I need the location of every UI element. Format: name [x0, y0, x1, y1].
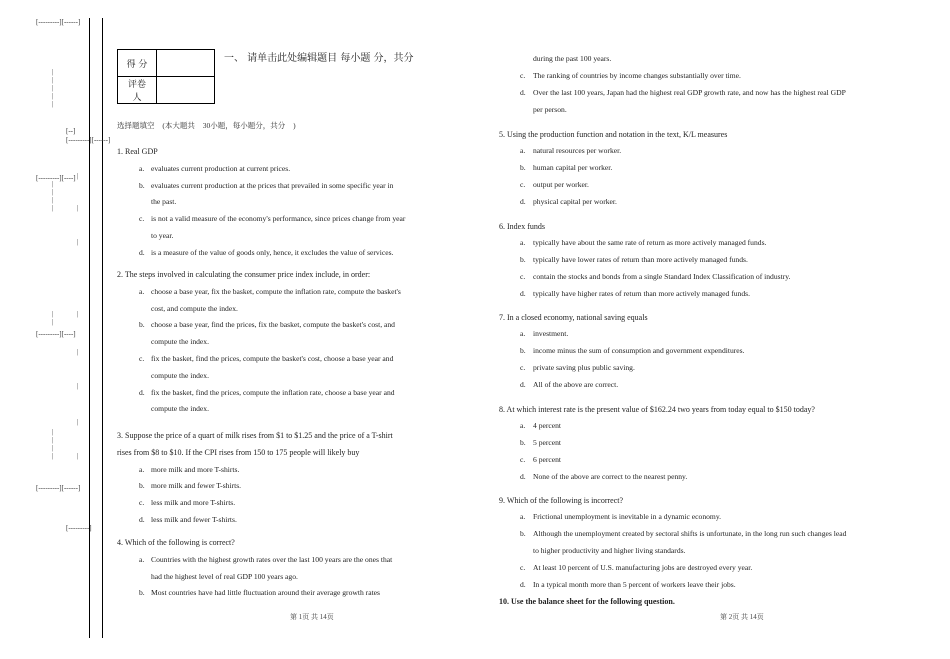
option-text: Although the unemployment created by sectoral shifts is unfortunate, in the long run such changes lead — [533, 529, 847, 539]
option-text: per person. — [533, 104, 567, 114]
binding-line-left — [89, 18, 90, 638]
question-stem-continued: rises from $8 to $10. If the CPI rises from 150 to 175 people will likely buy — [117, 447, 360, 457]
option-text: The ranking of countries by income changes substantially over time. — [533, 71, 741, 80]
option-text: more milk and more T-shirts. — [151, 464, 240, 474]
question-stem: 1. Real GDP — [117, 147, 158, 156]
score-label: 得 分 — [118, 50, 157, 77]
option-text: cost, and compute the index. — [151, 303, 238, 313]
option-text: compute the index. — [151, 370, 209, 380]
binding-label: [---------][------] — [66, 136, 111, 144]
question-stem: 9. Which of the following is incorrect? — [499, 496, 624, 505]
option-key: d. — [520, 579, 526, 589]
option-key: b. — [139, 481, 145, 491]
option-text: less milk and more T-shirts. — [151, 498, 236, 508]
option-text: In a typical month more than 5 percent of workers leave their jobs. — [533, 579, 736, 589]
option-text: fix the basket, find the prices, compute the inflation rate, choose a base year and — [151, 387, 395, 397]
option-key: d. — [139, 247, 145, 257]
option-text: Frictional unemployment is inevitable in a dynamic economy. — [533, 512, 722, 522]
option-text: compute the index. — [151, 404, 209, 414]
option-text: 6 percent — [533, 454, 562, 464]
binding-tick: | | | | | — [52, 68, 54, 108]
binding-tick: | — [77, 238, 79, 246]
option-text: to year. — [151, 231, 174, 240]
option-text: the past. — [151, 197, 177, 207]
binding-label: [---------][----] — [36, 330, 76, 338]
option-text: contain the stocks and bonds from a single Standard Index Classification of industry. — [533, 271, 791, 281]
option-key: a. — [520, 146, 526, 156]
binding-tick: | — [77, 418, 79, 426]
question-stem: 2. The steps involved in calculating the consumer price index include, in order: — [117, 270, 371, 279]
binding-tick: | | — [52, 310, 54, 326]
option-text: fix the basket, find the prices, compute the basket's cost, choose a base year and — [151, 354, 394, 363]
option-key: c. — [520, 454, 526, 464]
option-text: human capital per worker. — [533, 163, 613, 173]
option-key: d. — [520, 87, 526, 97]
option-key: c. — [520, 562, 526, 572]
grader-cell[interactable] — [157, 77, 215, 104]
option-text: Countries with the highest growth rates over the last 100 years are the ones that — [151, 554, 393, 564]
option-key: c. — [520, 71, 526, 80]
option-text: typically have about the same rate of return as more actively managed funds. — [533, 238, 767, 248]
option-text: 4 percent — [533, 421, 562, 431]
option-text: At least 10 percent of U.S. manufacturing jobs are destroyed every year. — [533, 562, 753, 572]
binding-label: [---------][------] — [36, 484, 81, 492]
option-text: None of the above are correct to the nearest penny. — [533, 471, 688, 481]
option-text: Most countries have had little fluctuation around their average growth rates — [151, 588, 381, 598]
option-key: c. — [139, 498, 145, 508]
binding-label: [---------] — [66, 524, 92, 532]
option-key: c. — [520, 271, 526, 281]
option-key: a. — [139, 286, 145, 296]
question-stem: 5. Using the production function and notation in the text, K/L measures — [499, 130, 728, 139]
binding-label: [--] — [66, 127, 76, 135]
binding-tick: | | | | — [52, 428, 54, 460]
question-stem: 7. In a closed economy, national saving equals — [499, 313, 648, 322]
option-key: b. — [520, 255, 526, 265]
page-number-left: 第 1页 共 14页 — [290, 613, 334, 621]
option-text: typically have lower rates of return than more actively managed funds. — [533, 255, 748, 265]
option-key: d. — [520, 379, 526, 389]
binding-tick: | | | | — [52, 180, 54, 212]
binding-label: [---------][----] — [36, 174, 76, 182]
option-text: compute the index. — [151, 337, 209, 347]
option-key: b. — [520, 529, 526, 539]
option-key: a. — [520, 329, 526, 339]
option-key: a. — [520, 238, 526, 248]
option-key: b. — [139, 320, 145, 330]
option-text: natural resources per worker. — [533, 146, 622, 156]
option-key: a. — [520, 421, 526, 431]
option-text: more milk and fewer T-shirts. — [151, 481, 242, 491]
option-text: is not a valid measure of the economy's performance, since prices change from year — [151, 214, 406, 224]
question-stem: 3. Suppose the price of a quart of milk rises from $1 to $1.25 and the price of a T-shirt — [117, 431, 393, 440]
option-text-continued: during the past 100 years. — [533, 54, 612, 63]
option-key: b. — [520, 438, 526, 448]
option-text: evaluates current production at current prices. — [151, 163, 291, 173]
option-text: evaluates current production at the prices that prevailed in some specific year in — [151, 180, 394, 190]
question-stem: 4. Which of the following is correct? — [117, 538, 235, 547]
option-text: Over the last 100 years, Japan had the highest real GDP growth rate, and now has the highest real GDP — [533, 87, 846, 97]
instructions: 选择题填空 (本大题共 30小题，每小题分，共分 ) — [117, 121, 296, 130]
option-text: choose a base year, fix the basket, compute the inflation rate, compute the basket's — [151, 286, 401, 296]
page-number-right: 第 2页 共 14页 — [720, 613, 764, 621]
option-text: to higher productivity and higher living standards. — [533, 545, 686, 555]
option-key: c. — [520, 179, 526, 189]
question-stem: 6. Index funds — [499, 222, 545, 231]
binding-tick: | — [77, 348, 79, 356]
section-title: 一、 请单击此处编辑题目 每小题 分，共分 — [224, 53, 414, 64]
option-key: d. — [520, 288, 526, 298]
option-key: b. — [520, 346, 526, 356]
option-text: less milk and fewer T-shirts. — [151, 515, 237, 524]
option-key: a. — [520, 512, 526, 522]
option-text: physical capital per worker. — [533, 196, 617, 206]
score-table — [117, 49, 215, 104]
option-key: b. — [139, 180, 145, 190]
option-key: b. — [139, 588, 145, 598]
option-key: d. — [520, 471, 526, 481]
option-text: typically have higher rates of return than more actively managed funds. — [533, 288, 750, 298]
option-key: d. — [139, 387, 145, 397]
option-text: investment. — [533, 329, 569, 339]
binding-tick: | — [77, 310, 79, 318]
option-text: choose a base year, find the prices, fix the basket, compute the basket's cost, and — [151, 320, 395, 330]
binding-tick: | — [77, 382, 79, 390]
option-key: a. — [139, 163, 145, 173]
option-text: All of the above are correct. — [533, 379, 619, 389]
option-key: c. — [139, 354, 145, 363]
score-cell[interactable] — [157, 50, 215, 77]
option-text: income minus the sum of consumption and government expenditures. — [533, 346, 745, 356]
binding-top-label: [---------][------] — [36, 18, 81, 26]
option-text: had the highest level of real GDP 100 years ago. — [151, 571, 298, 581]
option-text: is a measure of the value of goods only, hence, it excludes the value of services. — [151, 247, 394, 257]
question-stem: 10. Use the balance sheet for the following question. — [499, 597, 675, 606]
option-key: a. — [139, 554, 145, 564]
binding-tick: | — [77, 204, 79, 212]
option-text: 5 percent — [533, 438, 562, 448]
option-text: private saving plus public saving. — [533, 362, 635, 372]
option-key: d. — [520, 196, 526, 206]
option-key: c. — [520, 362, 526, 372]
binding-line-right — [102, 18, 103, 638]
option-key: c. — [139, 214, 145, 224]
binding-tick: | — [77, 452, 79, 460]
binding-tick: | — [77, 172, 79, 180]
option-key: b. — [520, 163, 526, 173]
question-stem: 8. At which interest rate is the present value of $162.24 two years from today equal to $150 today? — [499, 405, 815, 414]
option-key: a. — [139, 464, 145, 474]
grader-label: 评卷人 — [118, 77, 157, 104]
option-text: output per worker. — [533, 179, 589, 189]
option-key: d. — [139, 515, 145, 524]
